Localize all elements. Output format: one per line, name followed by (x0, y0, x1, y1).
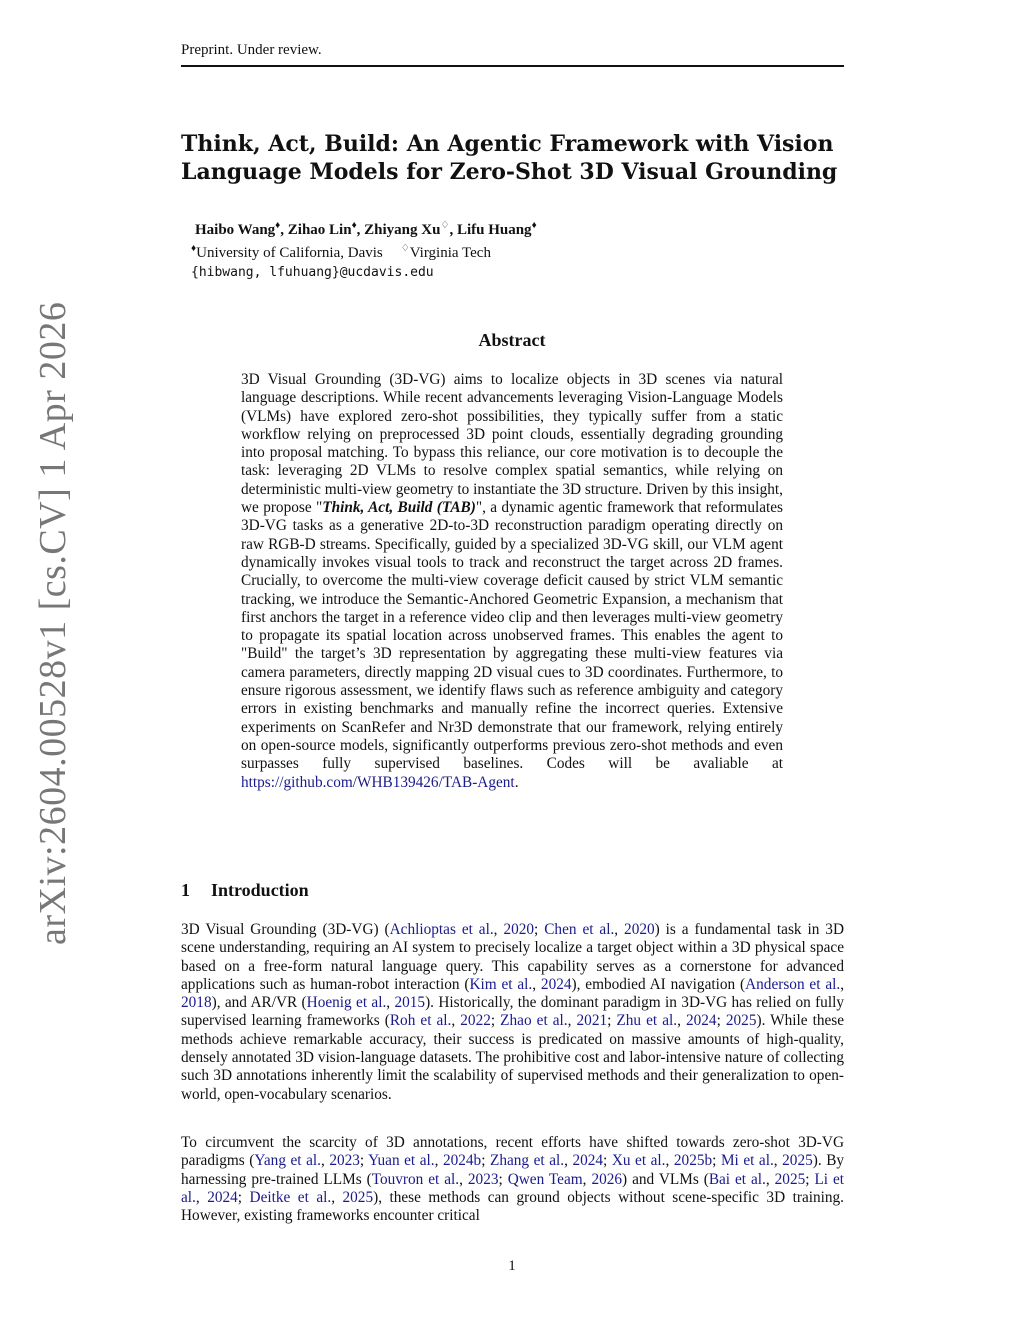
citation-link[interactable]: 2025b (673, 1152, 713, 1170)
paragraph-text: , (677, 1012, 686, 1030)
paragraph-text: ), these methods can ground objects without scene-specific 3D training. However, existing frameworks encounter critical (181, 1188, 845, 1225)
section-number: 1 (181, 880, 190, 900)
citation-link[interactable]: 2022 (460, 1012, 491, 1030)
arxiv-identifier: arXiv:2604.00528v1 [cs.CV] 1 Apr 2026 (32, 301, 74, 945)
citation-link[interactable]: Roh et al. (389, 1012, 452, 1030)
abstract-body (241, 371, 783, 792)
author-name: Zihao Lin (287, 222, 352, 238)
citation-link[interactable]: 2024b (442, 1152, 482, 1170)
citation-link[interactable]: 2025 (725, 1012, 757, 1030)
citation-link[interactable]: 2024 (572, 1152, 604, 1170)
citation-link[interactable]: Deitke et al. (249, 1188, 332, 1206)
affiliations (191, 245, 491, 262)
citation-link[interactable]: 2024 (540, 975, 572, 993)
author-name: Haibo Wang (195, 222, 276, 238)
affiliation-mark: ♦ (351, 220, 357, 231)
citation-link[interactable]: Yang et al. (254, 1152, 321, 1170)
author-name: Lifu Huang (456, 222, 532, 238)
citation-link[interactable]: Touvron et al. (371, 1170, 460, 1188)
intro-paragraph-1 (181, 921, 844, 1104)
paragraph-text: ; (498, 1170, 508, 1188)
citation-link[interactable]: 2020 (503, 921, 535, 938)
paragraph-text: , (434, 1152, 443, 1170)
paragraph-text: , (195, 1188, 208, 1206)
paragraph-text: ; (603, 1152, 612, 1170)
paragraph-text: , (386, 994, 395, 1012)
paragraph-text: To circumvent the scarcity of 3D annotations, recent efforts have shifted towards zero-shot 3D-VG paradigms ( (181, 1134, 844, 1170)
affiliation-name: Virginia Tech (409, 245, 491, 261)
paragraph-text: ). By harnessing pre-trained LLMs ( (181, 1152, 845, 1188)
framework-name: Think, Act, Build (TAB) (322, 499, 476, 517)
citation-link[interactable]: Mi et al. (720, 1152, 774, 1170)
paragraph-text: , (614, 921, 625, 938)
affiliation-mark: ♦ (191, 243, 197, 254)
header-rule (181, 65, 844, 67)
paragraph-text: , (459, 1170, 468, 1188)
citation-link[interactable]: 2023 (329, 1152, 360, 1170)
section-title: Introduction (211, 880, 309, 900)
citation-link[interactable]: 2015 (394, 994, 426, 1012)
citation-link[interactable]: Achlioptas et al. (389, 921, 494, 938)
affiliation-mark: ♦ (531, 220, 537, 231)
affiliation-mark: ♢ (400, 243, 410, 254)
paragraph-text: , (765, 1170, 775, 1188)
paragraph-text: ), embodied AI navigation ( (571, 975, 746, 993)
paragraph-text: ; (607, 1012, 617, 1030)
citation-link[interactable]: 2024 (207, 1188, 238, 1206)
abstract-text: . (514, 773, 519, 791)
citation-link[interactable]: 2025 (782, 1152, 813, 1170)
citation-link[interactable]: Zhao et al. (500, 1012, 568, 1030)
intro-paragraph-2 (181, 1134, 844, 1225)
author-name: Zhiyang Xu (364, 222, 441, 238)
citation-link[interactable]: Zhu et al. (616, 1012, 678, 1030)
paragraph-text: ; (359, 1152, 369, 1170)
paragraph-text: ; (712, 1152, 721, 1170)
citation-link[interactable]: 2025 (342, 1188, 374, 1206)
paragraph-text: ). Historically, the dominant paradigm in 3D-VG has relied on fully supervised learning frameworks ( (181, 994, 844, 1030)
citation-link[interactable]: Qwen Team (507, 1170, 583, 1188)
affiliation-name: University of California, Davis (196, 245, 383, 261)
citation-link[interactable]: Zhang et al. (490, 1152, 565, 1170)
affiliation-mark: ♦ (275, 220, 281, 231)
paragraph-text: 3D Visual Grounding (3D-VG) ( (181, 921, 390, 938)
paper-title: Think, Act, Build: An Agentic Framework with Vision Language Models for Zero-Shot 3D Visual Grounding (181, 131, 838, 185)
abstract-text: ", a dynamic agentic framework that reformulates 3D-VG tasks as a generative 2D-to-3D reconstruction paradigm operating directly on raw RGB-D streams. Specifically, guided by a specialized 3D-VG skill, our VLM agent dynamically invokes visual tools to track and reconstruct the target across 2D frames. Crucially, to overcome the multi-view coverage deficit caused by strict VLM semantic tracking, we introduce the Semantic-Anchored Geometric Expansion, a mechanism that first anchors the target in a reference video clip and then leverages multi-view geometry to propagate its spatial location across unobserved frames. This enables the agent to "Build" the target’s 3D representation by aggregating these multi-view features via camera parameters, directly mapping 2D visual cues to 3D coordinates. Furthermore, to ensure rigorous assessment, we identify flaws such as reference ambiguity and category errors in existing benchmarks and manually refine the incorrect queries. Extensive experiments on ScanRefer and Nr3D demonstrate that our framework, relying entirely on open-source models, significantly outperforms previous zero-shot methods and even surpasses fully supervised baselines. Codes will be avaliable at (241, 499, 784, 773)
citation-link[interactable]: 2020 (624, 921, 655, 938)
abstract-heading: Abstract (478, 330, 546, 350)
paragraph-text: , (493, 921, 504, 938)
paragraph-text: , (532, 975, 541, 993)
paragraph-text: ; (534, 921, 545, 938)
citation-link[interactable]: Anderson et al. (745, 975, 841, 993)
paragraph-text: , (665, 1152, 674, 1170)
page-number: 1 (508, 1258, 516, 1274)
citation-link[interactable]: 2018 (181, 994, 212, 1012)
paragraph-text: , (320, 1152, 330, 1170)
citation-link[interactable]: 2026 (591, 1170, 623, 1188)
paragraph-text: ) and VLMs ( (622, 1170, 709, 1188)
paragraph-text: , (840, 975, 845, 993)
citation-link[interactable]: 2023 (467, 1170, 499, 1188)
paragraph-text: ; (805, 1170, 815, 1188)
code-link[interactable]: https://github.com/WHB139426/TAB-Agent (241, 773, 515, 791)
citation-link[interactable]: 2025 (774, 1170, 806, 1188)
citation-link[interactable]: Xu et al. (611, 1152, 666, 1170)
paragraph-text: , (567, 1012, 577, 1030)
paragraph-text: ; (237, 1188, 250, 1206)
citation-link[interactable]: Kim et al. (469, 975, 533, 993)
section-heading (181, 880, 309, 901)
paragraph-text: ) is a fundamental task in 3D scene understanding, requiring an AI system to precisely localize a target object within a 3D physical space based on a free-form natural language query. This capability serves as a cornerstone for advanced applications such as human-robot interaction ( (181, 921, 845, 993)
author-emails: {hibwang, lfuhuang}@ucdavis.edu (191, 265, 434, 280)
paragraph-text: , (582, 1170, 592, 1188)
paragraph-text: ; (490, 1012, 501, 1030)
abstract-text: 3D Visual Grounding (3D-VG) aims to localize objects in 3D scenes via natural language descriptions. While recent advancements leveraging Vision-Language Models (VLMs) have explored zero-shot possibilities, they typically suffer from a static workflow relying on preprocessed 3D point clouds, essentially degrading grounding into proposal matching. To bypass this reliance, our core motivation is to decouple the task: leveraging 2D VLMs to resolve complex spatial semantics, while relying on deterministic multi-view geometry to instantiate the 3D structure. Driven by this insight, we propose " (241, 371, 783, 517)
author-list: Haibo Wang♦, Zihao Lin♦, Zhiyang Xu♢, Lifu Huang♦ (195, 220, 537, 238)
paragraph-text: , (451, 1012, 461, 1030)
affiliation-mark: ♢ (440, 220, 450, 231)
paragraph-text: ; (716, 1012, 726, 1030)
paragraph-text: , (773, 1152, 783, 1170)
paragraph-text: ; (481, 1152, 490, 1170)
paragraph-text: , (564, 1152, 573, 1170)
paragraph-text: , (331, 1188, 343, 1206)
citation-link[interactable]: Bai et al. (708, 1170, 766, 1188)
running-header: Preprint. Under review. (181, 42, 322, 58)
paragraph-text: ), and AR/VR ( (211, 994, 307, 1012)
citation-link[interactable]: Li et al. (181, 1170, 845, 1206)
citation-link[interactable]: 2024 (685, 1012, 717, 1030)
citation-link[interactable]: Chen et al. (544, 921, 615, 938)
paragraph-text: ). While these methods achieve remarkable accuracy, their success is predicated on massive amounts of high-quality, densely annotated 3D vision-language datasets. The prohibitive cost and labor-intensive nature of collecting such 3D annotations inherently limit the scalability of supervised methods and their generalization to open-world, open-vocabulary scenarios. (181, 1012, 845, 1103)
citation-link[interactable]: Hoenig et al. (306, 994, 387, 1012)
citation-link[interactable]: Yuan et al. (368, 1152, 435, 1170)
citation-link[interactable]: 2021 (576, 1012, 608, 1030)
